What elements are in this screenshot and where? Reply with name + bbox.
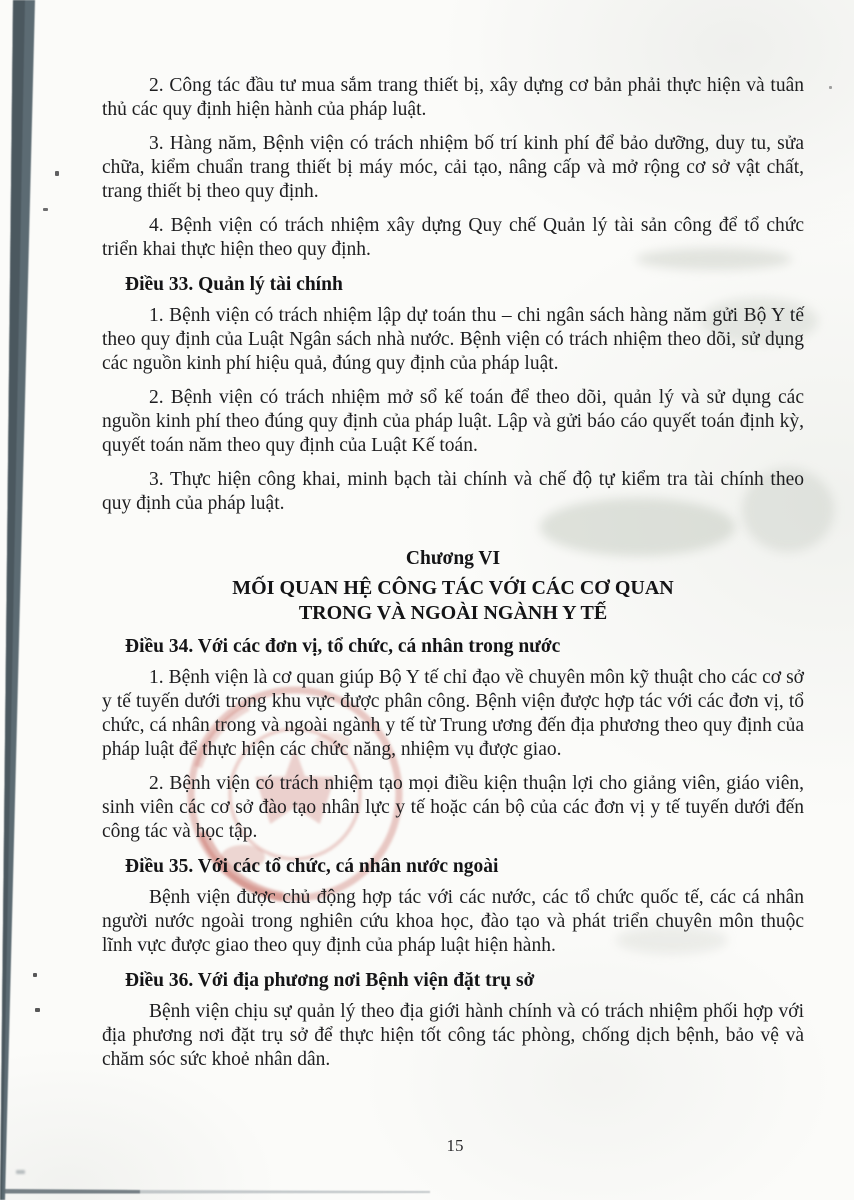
page-number: 15 (446, 1136, 464, 1155)
article-36-heading: Điều 36. Với địa phương nơi Bệnh viện đặt trụ sở (125, 970, 535, 991)
paragraph: 3. Hàng năm, Bệnh viện có trách nhiệm bố trí kinh phí để bảo dưỡng, duy tu, sửa chữa, kiểm chuẩn trang thiết bị máy móc, cải tạo, nâng cấp và mở rộng cơ sở vật chất, trang thiết bị theo quy định. (102, 133, 804, 202)
paragraph: Bệnh viện chịu sự quản lý theo địa giới hành chính và có trách nhiệm phối hợp với địa phương nơi đặt trụ sở để thực hiện tốt công tác phòng, chống dịch bệnh, bảo vệ và chăm sóc sức khoẻ nhân dân. (102, 1001, 804, 1070)
paragraph: 2. Bệnh viện có trách nhiệm mở sổ kế toán để theo dõi, quản lý và sử dụng các nguồn kinh phí theo đúng quy định của pháp luật. Lập và gửi báo cáo quyết toán định kỳ, quyết toán năm theo quy định của Luật Kế toán. (102, 387, 804, 456)
paragraph: 2. Công tác đầu tư mua sắm trang thiết bị, xây dựng cơ bản phải thực hiện và tuân thủ các quy định hiện hành của pháp luật. (102, 75, 804, 120)
article-33-heading: Điều 33. Quản lý tài chính (125, 274, 343, 295)
paragraph: Bệnh viện được chủ động hợp tác với các nước, các tổ chức quốc tế, các cá nhân người nước ngoài trong nghiên cứu khoa học, đào tạo và phát triển chuyên môn thuộc lĩnh vực được giao theo quy định của pháp luật hiện hành. (102, 887, 804, 956)
paragraph: 1. Bệnh viện có trách nhiệm lập dự toán thu – chi ngân sách hàng năm gửi Bộ Y tế theo quy định của Luật Ngân sách nhà nước. Bệnh viện có trách nhiệm theo dõi, sử dụng các nguồn kinh phí hiệu quả, đúng quy định của pháp luật. (102, 305, 804, 374)
paragraph: 1. Bệnh viện là cơ quan giúp Bộ Y tế chỉ đạo về chuyên môn kỹ thuật cho các cơ sở y tế tuyến dưới trong khu vực được phân công. Bệnh viện được hợp tác với các đơn vị, tổ chức, cá nhân trong và ngoài ngành y tế từ Trung ương đến địa phương theo quy định của pháp luật để thực hiện các chức năng, nhiệm vụ được giao. (102, 667, 804, 760)
chapter-title-line-1: MỐI QUAN HỆ CÔNG TÁC VỚI CÁC CƠ QUAN (232, 577, 674, 599)
paragraph: 3. Thực hiện công khai, minh bạch tài chính và chế độ tự kiểm tra tài chính theo quy định của pháp luật. (102, 469, 804, 514)
chapter-label: Chương VI (405, 548, 501, 569)
chapter-title-line-2: TRONG VÀ NGOÀI NGÀNH Y TẾ (298, 602, 608, 624)
article-35-heading: Điều 35. Với các tổ chức, cá nhân nước ngoài (125, 856, 499, 877)
paragraph: 2. Bệnh viện có trách nhiệm tạo mọi điều kiện thuận lợi cho giảng viên, giáo viên, sinh viên các cơ sở đào tạo nhân lực y tế hoặc cán bộ của các đơn vị y tế tuyến dưới đến công tác và học tập. (102, 773, 804, 842)
article-34-heading: Điều 34. Với các đơn vị, tổ chức, cá nhân trong nước (125, 636, 561, 657)
paragraph: 4. Bệnh viện có trách nhiệm xây dựng Quy chế Quản lý tài sản công để tổ chức triển khai thực hiện theo quy định. (102, 215, 804, 260)
